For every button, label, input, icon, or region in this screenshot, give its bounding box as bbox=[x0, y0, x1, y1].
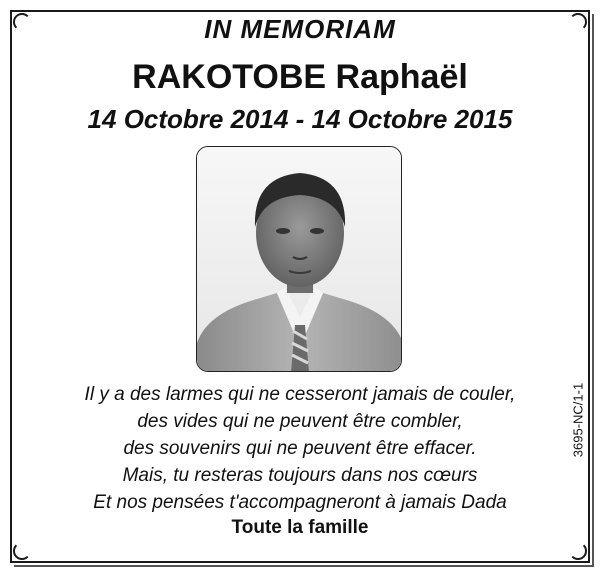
corner-ornament bbox=[569, 542, 587, 560]
family-signature: Toute la famille bbox=[231, 517, 369, 538]
memorial-dates: 14 Octobre 2014 - 14 Octobre 2015 bbox=[87, 104, 513, 134]
deceased-name: RAKOTOBE Raphaël bbox=[132, 58, 468, 96]
poem-line: Il y a des larmes qui ne cesseront jamais de couler, bbox=[84, 384, 516, 405]
portrait-photo bbox=[196, 146, 402, 372]
notice-title: IN MEMORIAM bbox=[204, 14, 396, 44]
reference-code: 3695-NC/1-1 bbox=[570, 382, 586, 458]
poem-line: Et nos pensées t'accompagneront à jamais Dada bbox=[93, 492, 507, 513]
poem-line: des vides qui ne peuvent être combler, bbox=[137, 411, 463, 432]
portrait-illustration bbox=[197, 147, 402, 372]
poem-line: Mais, tu resteras toujours dans nos cœurs bbox=[122, 465, 478, 486]
memorial-poem bbox=[40, 381, 560, 516]
poem-line: des souvenirs qui ne peuvent être effacer. bbox=[123, 438, 477, 459]
corner-ornament bbox=[13, 542, 31, 560]
